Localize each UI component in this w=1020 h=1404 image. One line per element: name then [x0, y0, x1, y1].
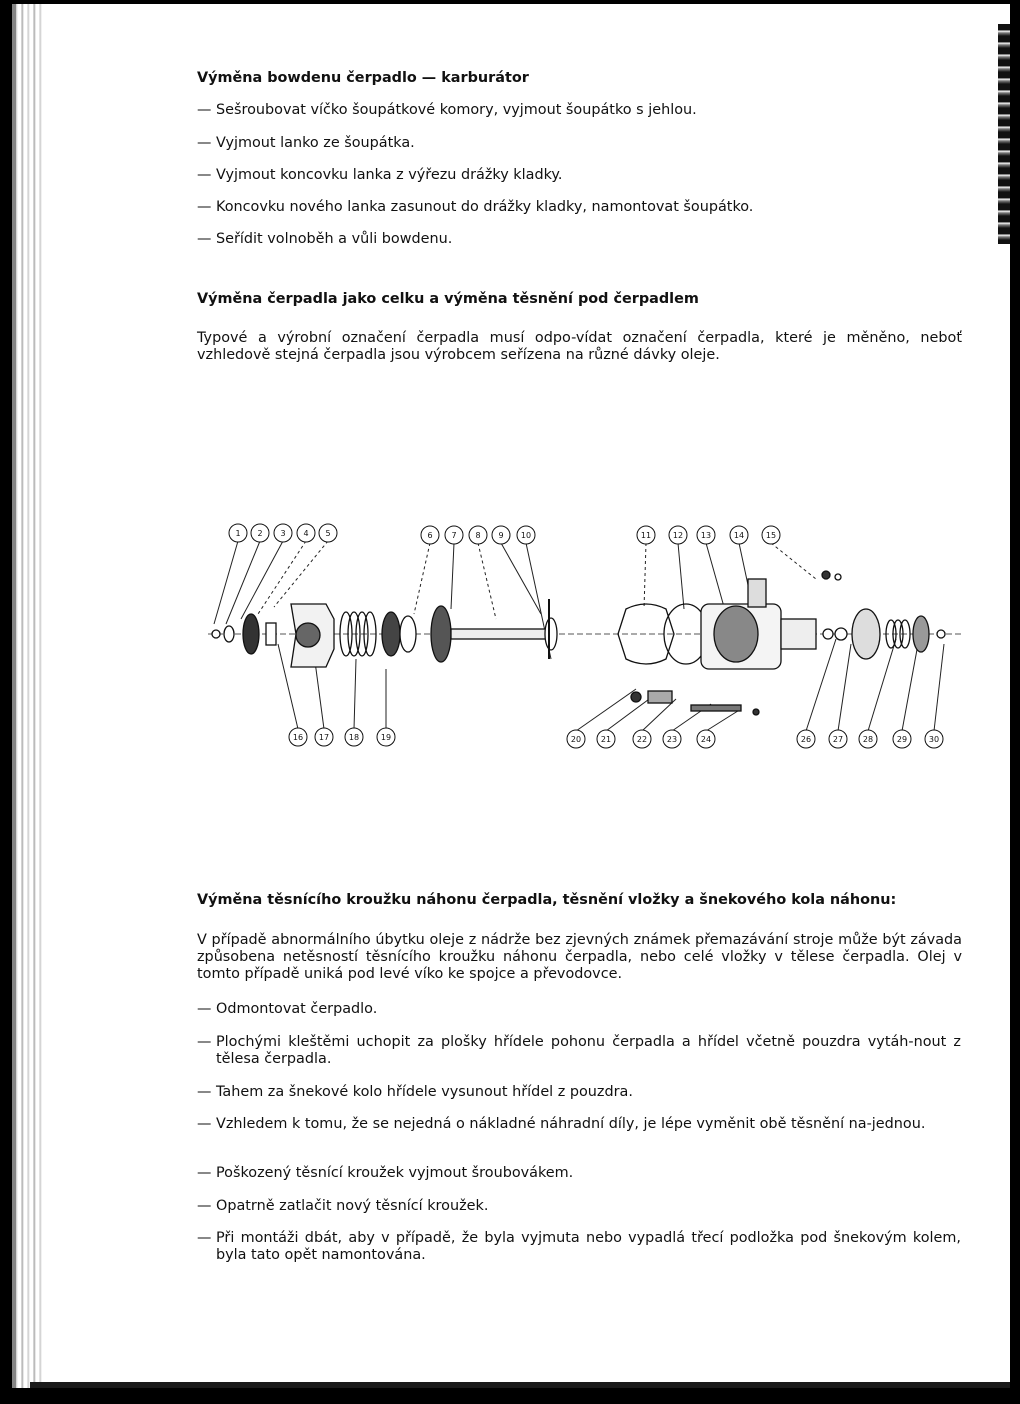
dash: — — [197, 135, 212, 151]
dash: — — [197, 1084, 212, 1100]
callout-label: 5 — [325, 529, 331, 538]
list-item-text: Seřídit volnoběh a vůli bowdenu. — [216, 231, 453, 247]
callout-label: 28 — [862, 735, 874, 744]
scan-edge-bottom — [30, 1382, 1010, 1388]
callout-label: 2 — [257, 529, 263, 538]
dash: — — [197, 199, 212, 215]
list-item-text: Koncovku nového lanka zasunout do drážky kladky, namontovat šoupátko. — [216, 199, 754, 215]
paragraph: Typové a výrobní označení čerpadla musí odpo-vídat označení čerpadla, které je měněno, neboť vzhledově stejná čerpadla jsou výrobcem seřízena na různé dávky oleje. — [197, 330, 962, 363]
callout-label: 7 — [451, 531, 457, 540]
callout-label: 23 — [666, 735, 678, 744]
callout-label: 18 — [348, 733, 360, 742]
dash: — — [197, 1230, 212, 1246]
callout-label: 13 — [700, 531, 712, 540]
callout-label: 16 — [292, 733, 304, 742]
list-item-text: Vyjmout lanko ze šoupátka. — [216, 135, 415, 151]
callout-label: 20 — [570, 735, 582, 744]
list-item-text: Opatrně zatlačit nový těsnící kroužek. — [216, 1198, 489, 1214]
list-item-text: Plochými kleštěmi uchopit za plošky hřídele pohonu čerpadla a hřídel včetně pouzdra vytáh-nout z tělesa čerpadla. — [216, 1034, 961, 1067]
section-heading-seal: Výměna těsnícího kroužku náhonu čerpadla, těsnění vložky a šnekového kola náhonu: — [197, 892, 897, 908]
list-item-text: Vzhledem k tomu, že se nejedná o nákladné náhradní díly, je lépe vyměnit obě těsnění na-jednou. — [216, 1116, 926, 1132]
dash: — — [197, 1001, 212, 1017]
callout-label: 27 — [832, 735, 844, 744]
dash: — — [197, 1198, 212, 1214]
callout-label: 24 — [700, 735, 712, 744]
callout-label: 3 — [280, 529, 286, 538]
callout-label: 8 — [475, 531, 481, 540]
dash: — — [197, 1034, 212, 1050]
callout-label: 1 — [235, 529, 241, 538]
list-item-text: Tahem za šnekové kolo hřídele vysunout hřídel z pouzdra. — [216, 1084, 633, 1100]
list-item-text: Při montáži dbát, aby v případě, že byla vyjmuta nebo vypadlá třecí podložka pod šnekovým kolem, byla tato opět namontována. — [216, 1230, 961, 1263]
callout-label: 21 — [600, 735, 612, 744]
list-item-text: Odmontovat čerpadlo. — [216, 1001, 378, 1017]
list-item-text: Sešroubovat víčko šoupátkové komory, vyjmout šoupátko s jehlou. — [216, 102, 697, 118]
list-item-text: Vyjmout koncovku lanka z výřezu drážky kladky. — [216, 167, 563, 183]
exploded-pump-diagram — [196, 519, 962, 759]
section-heading-pump: Výměna čerpadla jako celku a výměna těsnění pod čerpadlem — [197, 291, 699, 307]
callout-label: 6 — [427, 531, 433, 540]
callout-label: 4 — [303, 529, 309, 538]
scan-edge-left — [12, 4, 42, 1388]
section-heading-bowden: Výměna bowdenu čerpadlo — karburátor — [197, 70, 529, 86]
callout-label: 30 — [928, 735, 940, 744]
dash: — — [197, 1165, 212, 1181]
callout-label: 14 — [733, 531, 745, 540]
document-page — [12, 4, 1010, 1388]
dash: — — [197, 167, 212, 183]
callout-label: 19 — [380, 733, 392, 742]
callout-label: 15 — [765, 531, 777, 540]
callout-label: 22 — [636, 735, 648, 744]
callout-label: 9 — [498, 531, 504, 540]
callout-label: 10 — [520, 531, 532, 540]
callout-label: 26 — [800, 735, 812, 744]
scan-edge-right — [998, 24, 1010, 244]
callout-label: 11 — [640, 531, 652, 540]
callout-label: 17 — [318, 733, 330, 742]
dash: — — [197, 231, 212, 247]
paragraph: V případě abnormálního úbytku oleje z nádrže bez zjevných známek přemazávání stroje může být závada způsobena netěsností těsnícího kroužku náhonu čerpadla, nebo celé vložky v tělese čerpadla. Olej v tomto případě uniká pod levé víko ke spojce a převodovce. — [197, 932, 962, 982]
dash: — — [197, 102, 212, 118]
callout-label: 29 — [896, 735, 908, 744]
dash: — — [197, 1116, 212, 1132]
list-item-text: Poškozený těsnící kroužek vyjmout šroubovákem. — [216, 1165, 574, 1181]
callout-label: 12 — [672, 531, 684, 540]
